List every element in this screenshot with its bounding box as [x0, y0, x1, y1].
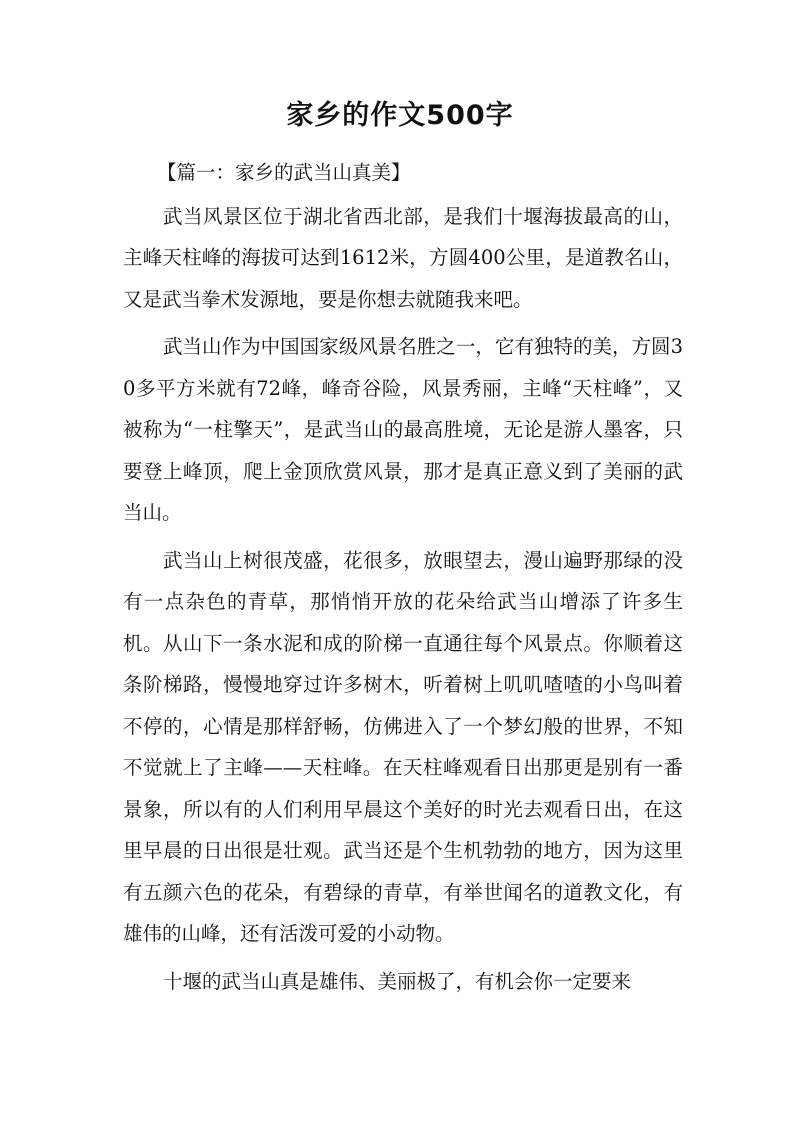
- document-body: [123, 152, 683, 1008]
- paragraph-3: 武当山上树很茂盛，花很多，放眼望去，漫山遍野那绿的没有一点杂色的青草，那悄悄开放的花朵给武当山增添了许多生机。从山下一条水泥和成的阶梯一直通往每个风景点。你顺着这条阶梯路，慢慢地穿过许多树木，听着树上叽叽喳喳的小鸟叫着不停的，心情是那样舒畅，仿佛进入了一个梦幻般的世界，不知不觉就上了主峰——天柱峰。在天柱峰观看日出那更是别有一番景象，所以有的人们利用早晨这个美好的时光去观看日出，在这里早晨的日出很是壮观。武当还是个生机勃勃的地方，因为这里有五颜六色的花朵，有碧绿的青草，有举世闻名的道教文化，有雄伟的山峰，还有活泼可爱的小动物。: [123, 548, 683, 945]
- paragraph-2: 武当山作为中国国家级风景名胜之一，它有独特的美，方圆30多平方米就有72峰，峰奇谷险，风景秀丽，主峰“天柱峰”，又被称为“一柱擎天”，是武当山的最高胜境，无论是游人墨客，只要登上峰顶，爬上金顶欣赏风景，那才是真正意义到了美丽的武当山。: [123, 335, 683, 524]
- paragraph-4: 十堰的武当山真是雄伟、美丽极了，有机会你一定要来: [163, 969, 632, 993]
- paragraph-1: 武当风景区位于湖北省西北部，是我们十堰海拔最高的山，主峰天柱峰的海拔可达到1612米，方圆400公里，是道教名山，又是武当拳术发源地，要是你想去就随我来吧。: [123, 204, 683, 311]
- document-title: 家乡的作文500字: [286, 100, 514, 131]
- section-heading: 【篇一：家乡的武当山真美】: [157, 161, 411, 184]
